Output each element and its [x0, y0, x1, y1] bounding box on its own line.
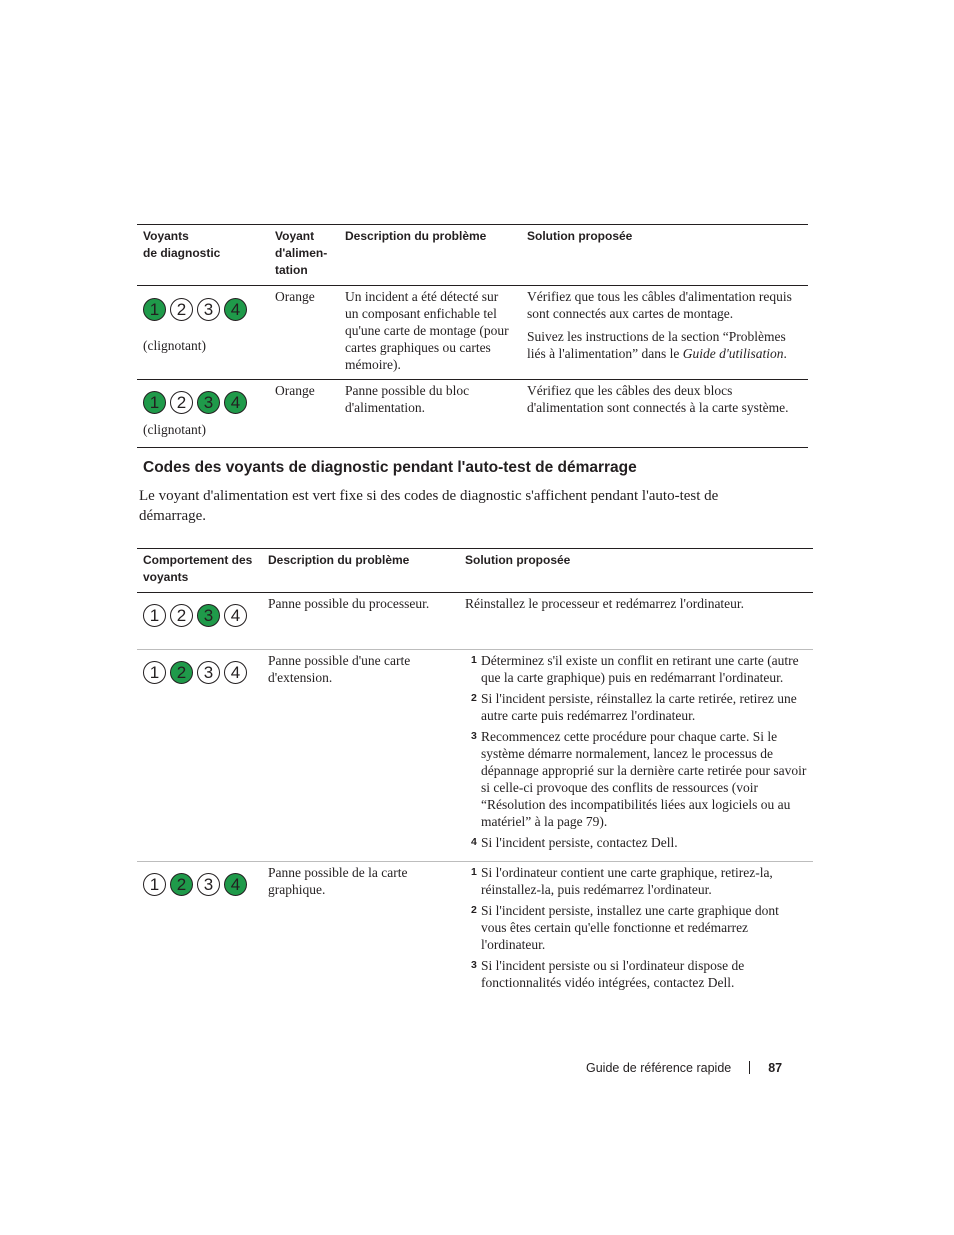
led-4-icon: 4 — [224, 298, 247, 321]
led-indicator-group — [143, 604, 256, 627]
table1-header-power: Voyant d'alimen- tation — [275, 229, 328, 277]
power-light-cell: Orange — [275, 289, 315, 304]
led-cell — [137, 593, 262, 650]
table2-header-leds: Comportement des voyants — [143, 553, 253, 584]
table-row — [137, 380, 808, 448]
led-indicator-group — [143, 298, 263, 321]
led-2-icon: 2 — [170, 298, 193, 321]
table-row — [137, 286, 808, 380]
description-cell: Panne possible du processeur. — [268, 596, 430, 611]
led-3-icon: 3 — [197, 661, 220, 684]
solution-steps — [465, 652, 807, 851]
solution-cell: Réinstallez le processeur et redémarrez l'ordinateur. — [465, 596, 745, 611]
solution-cell — [459, 862, 813, 1002]
description-cell: Panne possible de la carte graphique. — [268, 865, 408, 897]
led-3-icon: 3 — [197, 873, 220, 896]
solution-paragraph: Vérifiez que les câbles des deux blocs d'alimentation sont connectés à la carte système. — [527, 383, 789, 415]
list-item: 3 Si l'incident persiste ou si l'ordinateur dispose de fonctionnalités vidéo intégrées, contactez Dell. — [471, 958, 745, 990]
list-item: 2 Si l'incident persiste, installez une carte graphique dont vous êtes certain qu'elle fonctionne et redémarrez l'ordinateur. — [471, 903, 779, 952]
power-light-cell: Orange — [275, 383, 315, 398]
description-cell: Un incident a été détecté sur un composant enfichable tel qu'une carte de montage (pour cartes graphiques ou cartes mémoire). — [345, 289, 509, 372]
led-indicator-group — [143, 391, 263, 414]
solution-cell — [459, 650, 813, 862]
table2-header-description: Description du problème — [268, 553, 410, 567]
footer-title: Guide de référence rapide — [586, 1061, 732, 1075]
table-row — [137, 593, 813, 650]
list-item: 4 Si l'incident persiste, contactez Dell. — [471, 835, 678, 850]
description-cell: Panne possible d'une carte d'extension. — [268, 653, 411, 685]
led-3-icon: 3 — [197, 391, 220, 414]
table1-header-description: Description du problème — [345, 229, 487, 243]
led-1-icon: 1 — [143, 661, 166, 684]
table2-header-solution: Solution proposée — [465, 553, 571, 567]
page-footer — [586, 1061, 782, 1075]
led-4-icon: 4 — [224, 391, 247, 414]
page-number: 87 — [768, 1061, 783, 1075]
guide-reference: Guide d'utilisation — [682, 346, 784, 361]
blink-note: (clignotant) — [143, 338, 206, 353]
led-3-icon: 3 — [197, 604, 220, 627]
section-intro: Le voyant d'alimentation est vert fixe si des codes de diagnostic s'affichent pendant l'auto-test de démarrage. — [139, 488, 719, 524]
led-4-icon: 4 — [224, 873, 247, 896]
led-indicator-group — [143, 661, 256, 684]
blink-note: (clignotant) — [143, 422, 206, 437]
led-4-icon: 4 — [224, 661, 247, 684]
led-cell — [137, 862, 262, 1002]
table1-header-leds: Voyants de diagnostic — [143, 229, 221, 260]
led-cell — [137, 380, 269, 448]
led-cell — [137, 650, 262, 862]
list-item: 3 Recommencez cette procédure pour chaque carte. Si le système démarre normalement, lancez le processus de dépannage approprié sur la dernière carte retirée pour savoir si celle-ci provoque des conflits de ressources (voir “Résolution des incompatibilités liées aux logiciels ou au matériel” à la page 79). — [471, 729, 807, 829]
led-2-icon: 2 — [170, 391, 193, 414]
led-cell — [137, 286, 269, 380]
led-4-icon: 4 — [224, 604, 247, 627]
led-1-icon: 1 — [143, 298, 166, 321]
diagnostic-table-2 — [137, 548, 813, 1001]
list-item: 2 Si l'incident persiste, réinstallez la carte retirée, retirez une autre carte puis redémarrez l'ordinateur. — [471, 691, 797, 723]
led-2-icon: 2 — [170, 873, 193, 896]
solution-paragraph: Suivez les instructions de la section “Problèmes liés à l'alimentation” dans le Guide d'utilisation. — [527, 329, 787, 361]
led-indicator-group — [143, 873, 256, 896]
solution-cell — [521, 380, 808, 448]
table2-header-row — [137, 549, 813, 593]
led-2-icon: 2 — [170, 604, 193, 627]
description-cell: Panne possible du bloc d'alimentation. — [345, 383, 470, 415]
table1-header-solution: Solution proposée — [527, 229, 633, 243]
table1-header-row — [137, 225, 808, 286]
table-row — [137, 862, 813, 1002]
section-heading: Codes des voyants de diagnostic pendant l'auto-test de démarrage — [143, 459, 637, 476]
solution-paragraph: Vérifiez que tous les câbles d'alimentation requis sont connectés aux cartes de montage. — [527, 289, 792, 321]
led-1-icon: 1 — [143, 391, 166, 414]
led-1-icon: 1 — [143, 873, 166, 896]
led-2-icon: 2 — [170, 661, 193, 684]
led-3-icon: 3 — [197, 298, 220, 321]
diagnostic-table-1 — [137, 224, 808, 448]
solution-steps — [465, 864, 807, 991]
led-1-icon: 1 — [143, 604, 166, 627]
table-row — [137, 650, 813, 862]
list-item: 1 Si l'ordinateur contient une carte graphique, retirez-la, réinstallez-la, puis redémarrez l'ordinateur. — [471, 865, 773, 897]
footer-divider — [749, 1061, 750, 1074]
solution-cell — [521, 286, 808, 380]
list-item: 1 Déterminez s'il existe un conflit en retirant une carte (autre que la carte graphique) puis en redémarrant l'ordinateur. — [471, 653, 799, 685]
